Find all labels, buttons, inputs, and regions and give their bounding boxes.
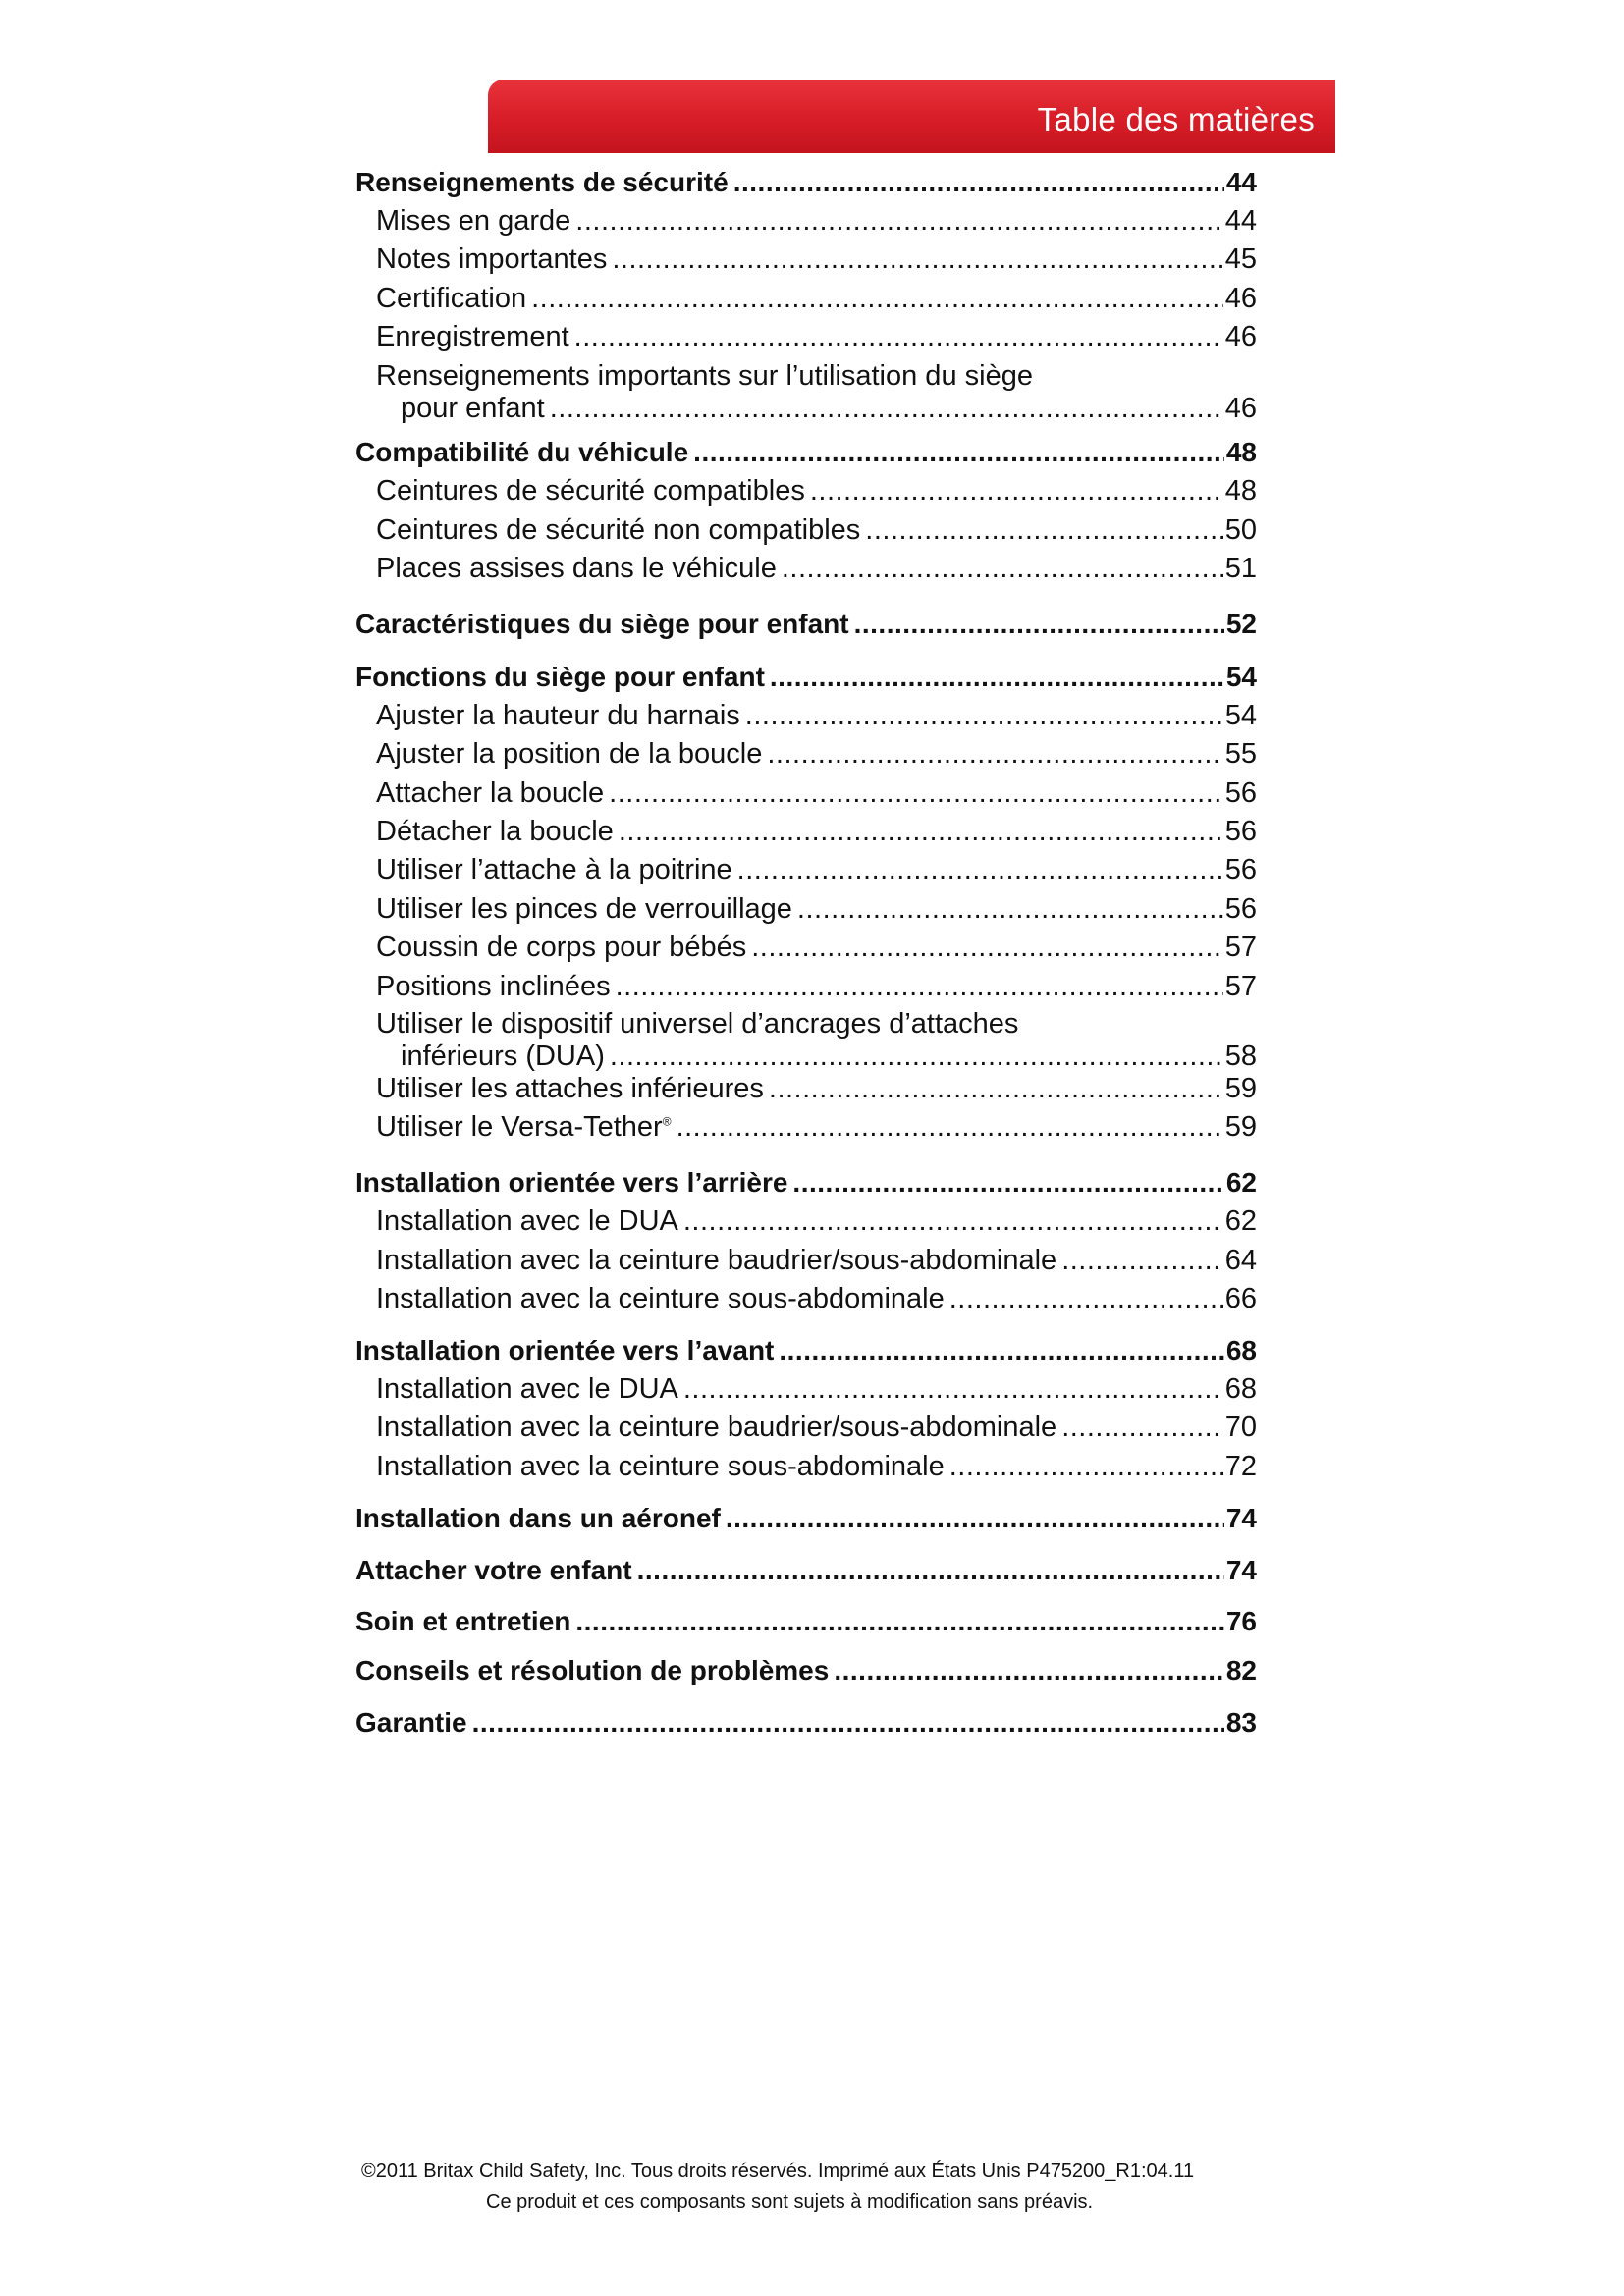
toc-page-number: 58 [1224, 1041, 1257, 1072]
toc-entry-text [376, 1373, 678, 1406]
dot-leader [834, 1655, 1224, 1686]
dot-leader [797, 893, 1223, 926]
toc-section [355, 662, 1257, 693]
toc-page-number: 50 [1224, 514, 1257, 546]
dot-leader [693, 437, 1224, 468]
dot-leader [1061, 1245, 1223, 1277]
toc-section [355, 1655, 1257, 1686]
toc-subsection [376, 321, 1257, 353]
toc-section [355, 1707, 1257, 1738]
toc-subsection [376, 777, 1257, 810]
toc-page-number: 68 [1225, 1335, 1257, 1365]
dot-leader [949, 1451, 1223, 1483]
dot-leader [726, 1503, 1224, 1534]
dot-leader [737, 854, 1223, 886]
toc-entry-label: Installation avec la ceinture sous-abdominale [376, 1451, 945, 1482]
dot-leader [609, 777, 1223, 810]
dot-leader [616, 971, 1223, 1003]
toc-entry-text [355, 609, 849, 640]
toc-page-number: 46 [1224, 321, 1257, 352]
dot-leader [575, 1606, 1223, 1637]
toc-entry-label: Installation orientée vers l’avant [355, 1335, 775, 1365]
toc-entry-label: Garantie [355, 1707, 467, 1737]
dot-leader [612, 243, 1222, 276]
toc-entry-text [376, 971, 611, 1003]
toc-entry-text [376, 514, 860, 547]
toc-entry-label: Attacher la boucle [376, 777, 605, 809]
toc-subsection [376, 1451, 1257, 1483]
toc-subsection [376, 514, 1257, 547]
dot-leader [677, 1111, 1223, 1144]
toc-entry-text: Utiliser le dispositif universel d’ancrages d’attaches [376, 1008, 1019, 1040]
toc-page-number: 57 [1224, 932, 1257, 963]
toc-page-number: 48 [1224, 475, 1257, 507]
toc-entry-label: Utiliser les pinces de verrouillage [376, 893, 792, 925]
toc-page-number: 82 [1225, 1655, 1257, 1685]
toc-entry-text [355, 1606, 570, 1637]
toc-entry-text [376, 553, 777, 585]
toc-subsection [376, 1205, 1257, 1238]
toc-subsection [376, 205, 1257, 238]
toc-entry-text [355, 662, 765, 693]
toc-entry-text [376, 321, 569, 353]
toc-page-number: 56 [1224, 816, 1257, 847]
toc-entry-text [376, 1111, 672, 1144]
toc-entry-label: Installation dans un aéronef [355, 1503, 721, 1533]
toc-page-number: 55 [1224, 738, 1257, 770]
toc-page-number: 70 [1224, 1412, 1257, 1443]
toc-entry-label: Installation avec la ceinture sous-abdominale [376, 1283, 945, 1314]
toc-page-number: 72 [1224, 1451, 1257, 1482]
toc-entry-label: Renseignements de sécurité [355, 167, 729, 197]
toc-entry-text [376, 475, 805, 507]
dot-leader [779, 1335, 1223, 1366]
toc-entry-text [376, 893, 792, 926]
toc-entry-text [376, 205, 570, 238]
dot-leader [767, 738, 1222, 771]
toc-section [355, 437, 1257, 468]
toc-entry-label: Compatibilité du véhicule [355, 437, 689, 467]
toc-entry-text [355, 1503, 721, 1534]
toc-subsection [376, 1373, 1257, 1406]
toc-entry-label: Fonctions du siège pour enfant [355, 662, 765, 692]
toc-subsection [376, 700, 1257, 732]
toc-entry-label: Installation avec le DUA [376, 1205, 678, 1237]
toc-entry-text [376, 932, 746, 964]
toc-subsection [376, 283, 1257, 315]
toc-entry-label: Mises en garde [376, 205, 571, 237]
toc-entry-text [355, 1707, 467, 1738]
toc-entry-label: Notes importantes [376, 243, 608, 275]
toc-entry-label: Attacher votre enfant [355, 1555, 632, 1585]
dot-leader [550, 393, 1223, 425]
toc-entry-text: Renseignements importants sur l’utilisation du siège [376, 360, 1033, 392]
toc-page-number: 74 [1225, 1555, 1257, 1585]
toc-subsection [376, 1245, 1257, 1277]
toc-entry-text [376, 816, 614, 848]
toc-entry-label: Ajuster la hauteur du harnais [376, 700, 740, 731]
footer-copyright: ©2011 Britax Child Safety, Inc. Tous droits réservés. Imprimé aux États Unis P475200_R1:04.11 [361, 2161, 1195, 2182]
dot-leader [683, 1373, 1223, 1406]
toc-page-number: 57 [1224, 971, 1257, 1002]
dot-leader [637, 1555, 1224, 1586]
dot-leader [782, 553, 1223, 585]
toc-entry-label: Installation avec la ceinture baudrier/sous-abdominale [376, 1245, 1057, 1276]
toc-entry-text [376, 1245, 1056, 1277]
toc-entry-text [376, 738, 762, 771]
toc-page-number: 68 [1224, 1373, 1257, 1405]
toc-subsection [376, 738, 1257, 771]
footer-notice: Ce produit et ces composants sont sujets à modification sans préavis. [486, 2191, 1094, 2213]
dot-leader [949, 1283, 1223, 1315]
toc-entry-text [355, 1335, 774, 1366]
toc-section [355, 609, 1257, 640]
header-banner [488, 80, 1335, 153]
toc-page-number: 51 [1224, 553, 1257, 584]
toc-section [355, 1167, 1257, 1199]
toc-subsection [376, 816, 1257, 848]
toc-entry-label: Caractéristiques du siège pour enfant [355, 609, 849, 639]
toc-entry-label: Enregistrement [376, 321, 569, 352]
toc-page-number: 59 [1224, 1111, 1257, 1143]
toc-subsection [376, 1111, 1257, 1144]
toc-subsection [376, 854, 1257, 886]
toc-subsection [376, 1412, 1257, 1444]
registered-mark: ® [662, 1114, 672, 1129]
toc-entry-label: Installation orientée vers l’arrière [355, 1167, 788, 1198]
dot-leader [770, 662, 1224, 693]
toc-page-number: 66 [1224, 1283, 1257, 1314]
dot-leader [751, 932, 1223, 964]
toc-section [355, 1503, 1257, 1534]
page-title: Table des matières [1037, 101, 1315, 137]
toc-subsection [376, 932, 1257, 964]
toc-entry-text [376, 1412, 1056, 1444]
toc-subsection [376, 553, 1257, 585]
dot-leader [619, 816, 1223, 848]
toc-entry-label: Ajuster la position de la boucle [376, 738, 763, 770]
toc-entry-label: Installation avec le DUA [376, 1373, 678, 1405]
toc-entry-text [376, 1451, 945, 1483]
toc-entry-label: Positions inclinées [376, 971, 611, 1002]
toc-entry-text [376, 283, 526, 315]
toc-subsection [376, 971, 1257, 1003]
dot-leader [745, 700, 1223, 732]
toc-page-number: 62 [1224, 1205, 1257, 1237]
toc-page-number: 59 [1224, 1073, 1257, 1104]
toc-entry-text [376, 1205, 678, 1238]
toc-subsection [376, 1283, 1257, 1315]
toc-entry-text-continued: pour enfant [401, 393, 545, 424]
toc-subsection [376, 1008, 1257, 1073]
toc-subsection [376, 1073, 1257, 1105]
toc-entry-label: Utiliser le Versa-Tether [376, 1111, 663, 1143]
toc-entry-text [376, 777, 604, 810]
toc-entry-text [376, 854, 732, 886]
toc-page-number: 62 [1225, 1167, 1257, 1198]
dot-leader [531, 283, 1223, 315]
toc-entry-label: Coussin de corps pour bébés [376, 932, 747, 963]
toc-entry-label: Soin et entretien [355, 1606, 571, 1636]
toc-entry-text [376, 1073, 764, 1105]
toc-page-number: 44 [1225, 167, 1257, 197]
toc-page-number: 56 [1224, 893, 1257, 925]
toc-entry-text [355, 1167, 787, 1199]
toc-page-number: 52 [1225, 609, 1257, 639]
toc-entry-label: Ceintures de sécurité non compatibles [376, 514, 861, 546]
toc-page-number: 54 [1225, 662, 1257, 692]
toc-entry-text [355, 1655, 829, 1686]
dot-leader [575, 205, 1222, 238]
dot-leader [472, 1707, 1224, 1738]
toc-entry-label: Conseils et résolution de problèmes [355, 1655, 830, 1685]
toc-page-number: 64 [1224, 1245, 1257, 1276]
dot-leader [865, 514, 1222, 547]
toc-page-number: 56 [1224, 777, 1257, 809]
toc-subsection [376, 893, 1257, 926]
toc-entry-label: Certification [376, 283, 527, 314]
toc-entry-label: Ceintures de sécurité compatibles [376, 475, 805, 507]
toc-entry-text-continued: inférieurs (DUA) [401, 1041, 605, 1072]
toc-entry-text [355, 437, 688, 468]
toc-page-number: 74 [1225, 1503, 1257, 1533]
toc-entry-text [355, 167, 729, 198]
toc-page-number: 46 [1224, 283, 1257, 314]
toc-section [355, 1335, 1257, 1366]
dot-leader [792, 1167, 1223, 1199]
dot-leader [769, 1073, 1223, 1105]
toc-subsection [376, 475, 1257, 507]
toc-entry-text [355, 1555, 632, 1586]
toc-section [355, 1555, 1257, 1586]
toc-entry-label: Places assises dans le véhicule [376, 553, 777, 584]
dot-leader [610, 1041, 1223, 1073]
toc-entry-label: Détacher la boucle [376, 816, 614, 847]
toc-entry-text [376, 243, 607, 276]
toc-section [355, 1606, 1257, 1637]
toc-section [355, 167, 1257, 198]
toc-entry-label: Installation avec la ceinture baudrier/sous-abdominale [376, 1412, 1057, 1443]
toc-page-number: 76 [1225, 1606, 1257, 1636]
dot-leader [574, 321, 1223, 353]
dot-leader [854, 609, 1224, 640]
toc-entry-label: Utiliser l’attache à la poitrine [376, 854, 732, 885]
toc-page-number: 48 [1225, 437, 1257, 467]
toc-page-number: 46 [1224, 393, 1257, 424]
toc-entry-text [376, 1283, 945, 1315]
toc-page-number: 44 [1224, 205, 1257, 237]
toc-subsection [376, 360, 1257, 425]
dot-leader [810, 475, 1223, 507]
toc-entry-text [376, 700, 740, 732]
toc-entry-label: Utiliser les attaches inférieures [376, 1073, 764, 1104]
dot-leader [733, 167, 1224, 198]
toc-page-number: 45 [1224, 243, 1257, 275]
dot-leader [1061, 1412, 1223, 1444]
toc-page-number: 83 [1225, 1707, 1257, 1737]
toc-subsection [376, 243, 1257, 276]
toc-page-number: 54 [1224, 700, 1257, 731]
dot-leader [683, 1205, 1223, 1238]
toc-page-number: 56 [1224, 854, 1257, 885]
